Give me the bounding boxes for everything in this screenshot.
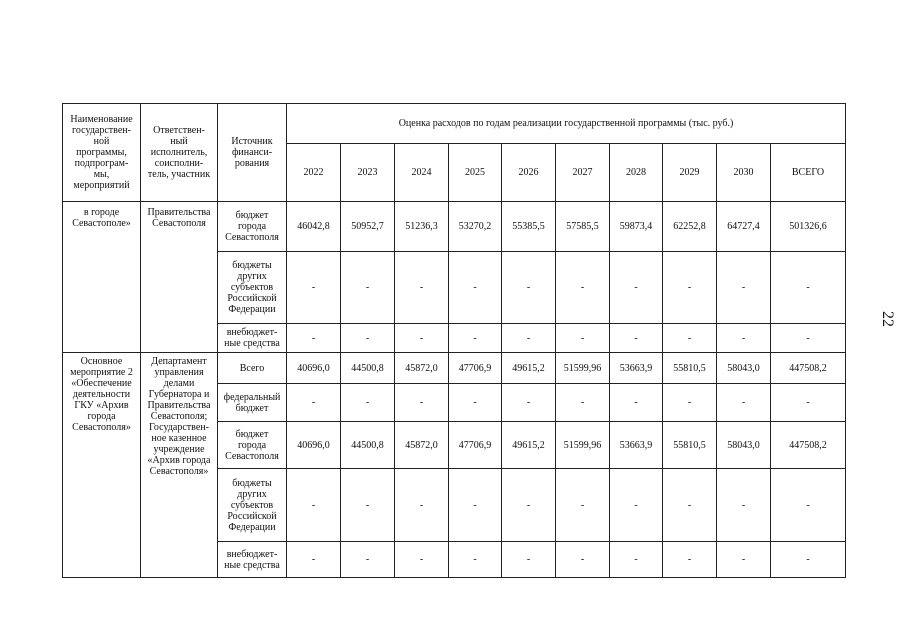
responsible-cell: Правительства Севастополя [141,202,218,353]
value-cell: 45872,0 [395,353,449,384]
value-cell: 47706,9 [449,422,502,469]
header-year-cell: 2029 [663,144,717,202]
header-year-cell: 2028 [610,144,663,202]
value-cell: 44500,8 [341,353,395,384]
value-cell: - [663,384,717,422]
value-cell: - [395,384,449,422]
funding-source-cell: бюджет города Севастополя [218,202,287,252]
value-cell: 47706,9 [449,353,502,384]
value-cell: - [771,384,846,422]
funding-source-cell: бюджеты других субъектов Российской Федерации [218,469,287,542]
value-cell: - [395,469,449,542]
table-body [63,104,846,578]
value-cell: - [341,324,395,353]
value-cell: - [717,252,771,324]
value-cell: 50952,7 [341,202,395,252]
header-year-cell: 2022 [287,144,341,202]
value-cell: - [502,324,556,353]
value-cell: 51599,96 [556,353,610,384]
value-cell: 53270,2 [449,202,502,252]
value-cell: 62252,8 [663,202,717,252]
value-cell: - [341,384,395,422]
value-cell: 51236,3 [395,202,449,252]
value-cell: - [502,252,556,324]
value-cell: - [717,469,771,542]
value-cell: - [395,542,449,578]
budget-table [62,103,846,578]
program-name-cell: в городе Севастополе» [63,202,141,353]
value-cell: - [449,542,502,578]
value-cell: - [717,324,771,353]
value-cell: - [663,252,717,324]
value-cell: - [663,542,717,578]
value-cell: - [449,324,502,353]
value-cell: - [341,252,395,324]
header-responsible-cell: Ответствен- ный исполнитель, соисполни- тель, участник [141,104,218,202]
value-cell: - [341,542,395,578]
value-cell: - [556,252,610,324]
value-cell: 501326,6 [771,202,846,252]
value-cell: - [663,469,717,542]
value-cell: 59873,4 [610,202,663,252]
value-cell: - [395,252,449,324]
header-year-cell: 2023 [341,144,395,202]
value-cell: 44500,8 [341,422,395,469]
value-cell: 49615,2 [502,353,556,384]
header-year-cell: 2025 [449,144,502,202]
funding-source-cell: бюджет города Севастополя [218,422,287,469]
value-cell: 46042,8 [287,202,341,252]
value-cell: 55385,5 [502,202,556,252]
value-cell: - [717,542,771,578]
value-cell: - [449,252,502,324]
header-year-cell: 2024 [395,144,449,202]
value-cell: - [502,384,556,422]
funding-source-cell: бюджеты других субъектов Российской Федерации [218,252,287,324]
value-cell: - [610,469,663,542]
value-cell: - [610,542,663,578]
value-cell: - [287,384,341,422]
value-cell: - [771,252,846,324]
value-cell: - [341,469,395,542]
header-source-cell: Источник финанси- рования [218,104,287,202]
value-cell: - [556,384,610,422]
funding-source-cell: внебюджет- ные средства [218,324,287,353]
header-year-cell: 2026 [502,144,556,202]
value-cell: - [449,384,502,422]
value-cell: 447508,2 [771,422,846,469]
header-name-cell: Наименование государствен- ной программы, подпрограм- мы, мероприятий [63,104,141,202]
value-cell: 53663,9 [610,422,663,469]
value-cell: - [610,324,663,353]
responsible-cell: Департамент управления делами Губернатора и Правительства Севастополя; Государствен- ное казенное учреждение «Архив города Севастополя» [141,353,218,578]
value-cell: 57585,5 [556,202,610,252]
value-cell: - [556,542,610,578]
funding-source-cell: внебюджет- ные средства [218,542,287,578]
value-cell: - [449,469,502,542]
table-row [63,353,846,384]
value-cell: - [610,384,663,422]
value-cell: - [395,324,449,353]
value-cell: 51599,96 [556,422,610,469]
value-cell: - [502,469,556,542]
value-cell: 53663,9 [610,353,663,384]
value-cell: 40696,0 [287,353,341,384]
value-cell: - [556,324,610,353]
funding-source-cell: федеральный бюджет [218,384,287,422]
value-cell: 58043,0 [717,422,771,469]
page-number: 22 [879,311,896,327]
program-name-cell: Основное мероприятие 2 «Обеспечение деятельности ГКУ «Архив города Севастополя» [63,353,141,578]
value-cell: - [771,324,846,353]
header-row-1 [63,104,846,144]
value-cell: - [771,469,846,542]
value-cell: 55810,5 [663,422,717,469]
value-cell: 40696,0 [287,422,341,469]
funding-source-cell: Всего [218,353,287,384]
value-cell: 55810,5 [663,353,717,384]
value-cell: 49615,2 [502,422,556,469]
header-year-cell: ВСЕГО [771,144,846,202]
header-year-cell: 2027 [556,144,610,202]
value-cell: - [287,252,341,324]
value-cell: - [287,542,341,578]
value-cell: 45872,0 [395,422,449,469]
value-cell: - [717,384,771,422]
value-cell: - [287,469,341,542]
value-cell: - [556,469,610,542]
value-cell: 64727,4 [717,202,771,252]
value-cell: - [610,252,663,324]
header-year-cell: 2030 [717,144,771,202]
value-cell: 447508,2 [771,353,846,384]
value-cell: - [663,324,717,353]
value-cell: 58043,0 [717,353,771,384]
value-cell: - [502,542,556,578]
value-cell: - [287,324,341,353]
table-row [63,202,846,252]
header-estimate-cell: Оценка расходов по годам реализации государственной программы (тыс. руб.) [287,104,846,144]
value-cell: - [771,542,846,578]
